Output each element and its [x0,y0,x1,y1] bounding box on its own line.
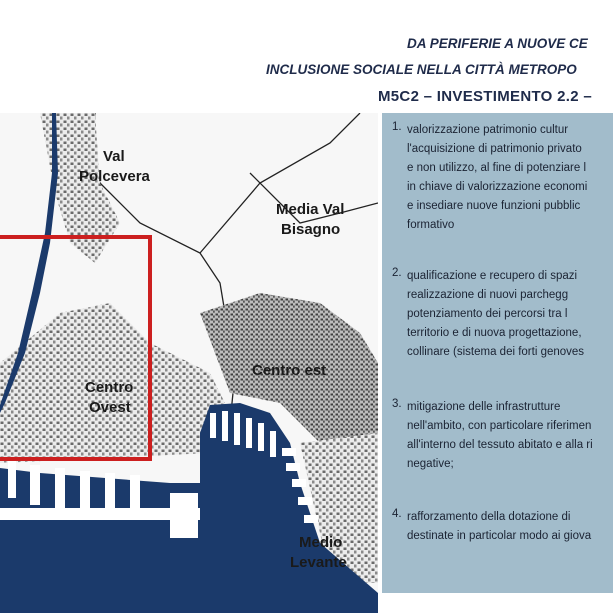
label-medio-levante-1: Medio [299,534,343,551]
label-centro-est: Centro est [252,362,327,379]
label-media-val-1: Media Val [276,201,345,218]
header-title-line2: INCLUSIONE SOCIALE NELLA CITTÀ METROPO [266,62,577,77]
objective-line: mitigazione delle infrastrutture [407,401,561,413]
objective-line: potenziamento dei percorsi tra l [407,308,568,320]
objective-line: e insediare nuove funzioni pubblic [407,200,581,212]
objective-line: realizzazione di nuovi parchegg [407,289,569,301]
label-centro-ovest-1: Centro [85,379,134,396]
objective-line: territorio e di nuova progettazione, [407,327,582,339]
objective-number: 2. [392,267,402,279]
label-medio-levante-2: Levante [290,554,347,571]
objective-number: 4. [392,508,402,520]
objective-number: 3. [392,398,402,410]
objective-line: l'acquisizione di patrimonio privato [407,143,582,155]
objective-number: 1. [392,121,402,133]
header-title-line1: DA PERIFERIE A NUOVE CE [407,36,588,51]
header-title-line3: M5C2 – INVESTIMENTO 2.2 – [378,88,592,105]
objective-line: qualificazione e recupero di spazi [407,270,578,282]
objective-line: valorizzazione patrimonio cultur [407,124,569,136]
district-map [0,113,378,613]
objective-line: all'interno del tessuto abitato e alla ri [407,439,593,451]
slide-header [0,0,613,112]
label-val-polcevera-1: Val [103,148,125,165]
objective-line: in chiave di valorizzazione economi [407,181,588,193]
label-media-val-2: Bisagno [281,221,341,238]
objectives-panel [382,113,613,593]
label-val-polcevera-2: Polcevera [79,168,150,185]
objective-line: rafforzamento della dotazione di [407,511,571,523]
objective-line: nell'ambito, con particolare riferimen [407,420,592,432]
objective-line: collinare (sistema dei forti genoves [407,346,585,358]
label-centro-ovest-2: Ovest [89,399,131,416]
objective-line: formativo [407,219,455,231]
objective-line: e non utilizzo, al fine di potenziare l [407,162,586,174]
objective-line: destinate in particolar modo ai giova [407,530,592,542]
objective-line: negative; [407,458,454,470]
